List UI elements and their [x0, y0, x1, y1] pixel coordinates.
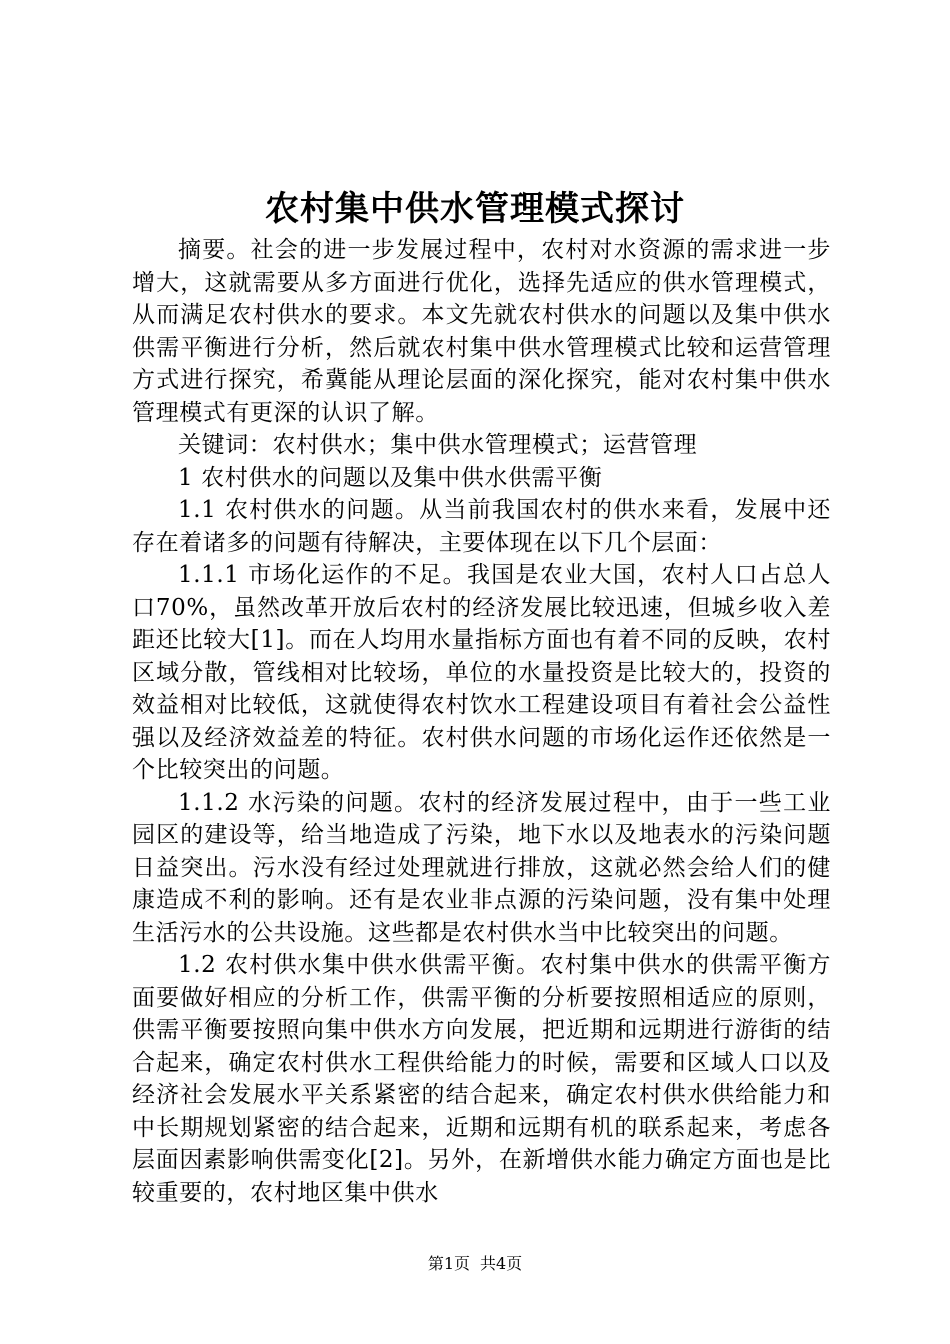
page-number-total: 共4页	[480, 1254, 523, 1273]
section-1-1-paragraph: 1.1 农村供水的问题。从当前我国农村的供水来看，发展中还存在着诸多的问题有待解决，主要体现在以下几个层面：	[132, 497, 831, 556]
document-title: 农村集中供水管理模式探讨	[265, 189, 685, 229]
section-1-1-2-paragraph: 1.1.2 水污染的问题。农村的经济发展过程中，由于一些工业园区的建设等，给当地造成了污染，地下水以及地表水的污染问题日益突出。污水没有经过处理就进行排放，这就必然会给人们的健康造成不利的影响。还有是农业非点源的污染问题，没有集中处理生活污水的公共设施。这些都是农村供水当中比较突出的问题。	[132, 789, 831, 946]
abstract-paragraph: 摘要。社会的进一步发展过程中，农村对水资源的需求进一步增大，这就需要从多方面进行优化，选择先适应的供水管理模式，从而满足农村供水的要求。本文先就农村供水的问题以及集中供水供需平衡进行分析，然后就农村集中供水管理模式比较和运营管理方式进行探究，希冀能从理论层面的深化探究，能对农村集中供水管理模式有更深的认识了解。	[132, 237, 831, 426]
section-1-1-1-paragraph: 1.1.1 市场化运作的不足。我国是农业大国，农村人口占总人口70%，虽然改革开放后农村的经济发展比较迅速，但城乡收入差距还比较大[1]。而在人均用水量指标方面也有着不同的反映，农村区域分散，管线相对比较场，单位的水量投资是比较大的，投资的效益相对比较低，这就使得农村饮水工程建设项目有着社会公益性强以及经济效益差的特征。农村供水问题的市场化运作还依然是一个比较突出的问题。	[132, 562, 831, 783]
page-number-current: 第1页	[427, 1254, 470, 1273]
keywords-paragraph: 关键词：农村供水；集中供水管理模式；运营管理	[178, 432, 698, 458]
document-body	[132, 234, 831, 1209]
page-footer	[0, 1253, 950, 1275]
section-1-2-paragraph: 1.2 农村供水集中供水供需平衡。农村集中供水的供需平衡方面要做好相应的分析工作，供需平衡的分析要按照相适应的原则，供需平衡要按照向集中供水方向发展，把近期和远期进行游街的结合起来，确定农村供水工程供给能力的时候，需要和区域人口以及经济社会发展水平关系紧密的结合起来，确定农村供水供给能力和中长期规划紧密的结合起来，近期和远期有机的联系起来，考虑各层面因素影响供需变化[2]。另外，在新增供水能力确定方面也是比较重要的，农村地区集中供水	[132, 952, 831, 1206]
section-heading-1: 1 农村供水的问题以及集中供水供需平衡	[178, 464, 603, 491]
